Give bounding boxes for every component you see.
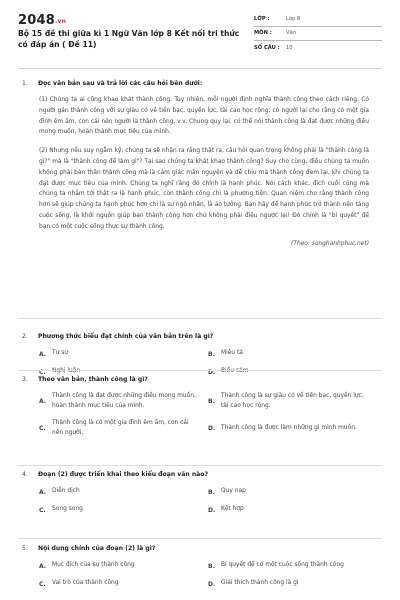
option-a[interactable]	[39, 561, 200, 571]
option-c[interactable]	[39, 419, 200, 438]
question-5	[22, 545, 374, 589]
option-d[interactable]	[208, 505, 369, 515]
option-letter: C.	[39, 580, 46, 588]
option-text: Vai trò của thành công	[52, 580, 119, 587]
question-number: 1.	[22, 80, 28, 87]
passage-paragraph-2: (2) Nhưng nếu suy ngẫm kỹ, chúng ta sẽ nhận ra rằng thật ra, câu hỏi quan trọng không phải là "thành công là gì?" mà là "thành công để làm gì"? Tại sao chúng ta khát khao thành công? Suy cho cùng, điều chúng ta muốn không phải bản thân thành công mà là cảm giác mãn nguyện và dễ chịu mà thành công đem lại, khi chúng ta đạt được mục tiêu của mình. Chúng ta nghĩ rằng đó chính là hạnh phúc. Nói cách khác, đích cuối cùng mà chúng ta nhắm tới thật ra là hạnh phúc, còn thành công chỉ là phương tiện. Quan niệm cho rằng thành công hơn sẽ giúp chúng ta hạnh phúc hơn chỉ là sự ngộ nhận, là ảo tưởng. Bạn hãy để hạnh phúc trở thành nền tảng cuộc sống, là khởi nguồn giúp bạn thành công hơn chứ không phải điều ngược lại! Đó chính là "bí quyết" để bạn có một cuộc sống thực sự thành công.	[39, 148, 369, 230]
option-text: Nghị luận	[52, 368, 81, 375]
option-d[interactable]	[208, 579, 369, 589]
option-letter: B.	[208, 398, 215, 406]
meta-row-count	[254, 41, 382, 56]
meta-key: LỚP :	[254, 15, 270, 22]
option-text: Thành công là được làm những gì mình muốn.	[221, 424, 357, 431]
option-letter: B.	[208, 488, 215, 496]
option-text: Biểu cảm	[221, 368, 249, 375]
header-divider	[18, 68, 382, 69]
question-text: Đoạn (2) được triển khai theo kiểu đoạn văn nào?	[38, 471, 208, 478]
option-b[interactable]	[208, 561, 369, 571]
option-text: Miêu tả	[221, 350, 243, 357]
option-letter: A.	[39, 398, 47, 406]
option-letter: A.	[39, 350, 47, 358]
question-separator	[18, 465, 382, 466]
question-number: 5.	[22, 545, 28, 552]
option-b[interactable]	[208, 487, 369, 497]
logo-main: 2048	[18, 13, 55, 28]
option-c[interactable]	[39, 505, 200, 515]
option-text: Bí quyết để có một cuộc sống thành công	[221, 562, 344, 569]
option-text: Thành công là có một gia đình êm ấm, con cái nên người.	[52, 420, 189, 436]
option-letter: A.	[39, 488, 47, 496]
meta-value: 10	[286, 45, 293, 52]
page-header	[18, 10, 382, 62]
meta-key: SỐ CÂU :	[254, 45, 280, 52]
option-letter: B.	[208, 350, 215, 358]
option-text: Tự sự	[52, 350, 69, 357]
option-letter: D.	[208, 425, 216, 433]
option-b[interactable]	[208, 349, 369, 359]
option-letter: C.	[39, 425, 46, 433]
option-a[interactable]	[39, 392, 200, 411]
meta-row-subject	[254, 27, 382, 42]
question-text: Đọc văn bản sau và trả lời các câu hỏi bên dưới:	[38, 80, 203, 87]
site-logo[interactable]	[18, 13, 66, 28]
question-text: Nội dung chính của đoạn (2) là gì?	[38, 545, 156, 552]
option-text: Diễn dịch	[52, 488, 80, 495]
question-1	[22, 80, 374, 247]
option-text: Thành công là đạt được những điều mong muốn, hoàn thành mục tiêu của mình.	[52, 393, 196, 409]
meta-value: Văn	[286, 30, 297, 37]
option-letter: D.	[208, 368, 216, 376]
reading-passage	[39, 95, 369, 247]
meta-table	[254, 12, 382, 56]
option-letter: A.	[39, 562, 47, 570]
meta-value: Lớp 8	[286, 15, 301, 22]
option-letter: D.	[208, 580, 216, 588]
option-text: Thành công là sự giàu có về tiền bạc, quyền lực, tài cao học rộng.	[221, 393, 364, 409]
question-number: 2.	[22, 333, 28, 340]
question-4	[22, 471, 374, 515]
question-separator	[18, 370, 382, 371]
answer-options	[39, 487, 369, 515]
meta-row-grade	[254, 12, 382, 27]
option-text: Song song	[52, 506, 83, 513]
answer-options	[39, 392, 369, 438]
question-separator	[18, 318, 382, 319]
option-text: Kết hợp	[221, 506, 244, 513]
document-title: Bộ 15 đề thi giữa kì 1 Ngữ Văn lớp 8 Kết nối tri thức có đáp án ( Đề 11)	[18, 29, 240, 49]
answer-options	[39, 349, 369, 377]
option-letter: B.	[208, 562, 215, 570]
meta-key: MÔN :	[254, 30, 272, 37]
option-d[interactable]	[208, 419, 369, 438]
question-number: 3.	[22, 376, 28, 383]
option-letter: C.	[39, 368, 46, 376]
option-text: Mục đích của sự thành công	[52, 562, 135, 569]
option-c[interactable]	[39, 579, 200, 589]
option-letter: D.	[208, 506, 216, 514]
option-text: Giải thích thành công là gì	[221, 580, 299, 587]
answer-options	[39, 561, 369, 589]
option-b[interactable]	[208, 392, 369, 411]
passage-paragraph-1: (1) Chúng ta ai cũng khao khát thành công. Tuy nhiên, mỗi người định nghĩa thành công theo cách riêng. Có người gán thành công với sự giàu có về tiền bạc, quyền lực, tài cao học rộng; có người lại cho rằng có một gia đình êm ấm, con cái nên người là thành công, v.v. Chung quy lại, có thể nói thành công là đạt được những điều mong muốn, hoàn thành mục tiêu của mình.	[39, 97, 369, 136]
question-text: Phương thức biểu đạt chính của văn bản trên là gì?	[38, 333, 214, 340]
option-a[interactable]	[39, 487, 200, 497]
question-3	[22, 376, 374, 438]
option-a[interactable]	[39, 349, 200, 359]
option-text: Quy nạp	[221, 488, 246, 495]
passage-source: (Theo: songhanhphuc.net)	[291, 240, 369, 247]
question-text: Theo văn bản, thành công là gì?	[38, 376, 148, 383]
option-letter: C.	[39, 506, 46, 514]
question-number: 4.	[22, 471, 28, 478]
logo-suffix: .vn	[54, 18, 67, 25]
question-separator	[18, 538, 382, 539]
